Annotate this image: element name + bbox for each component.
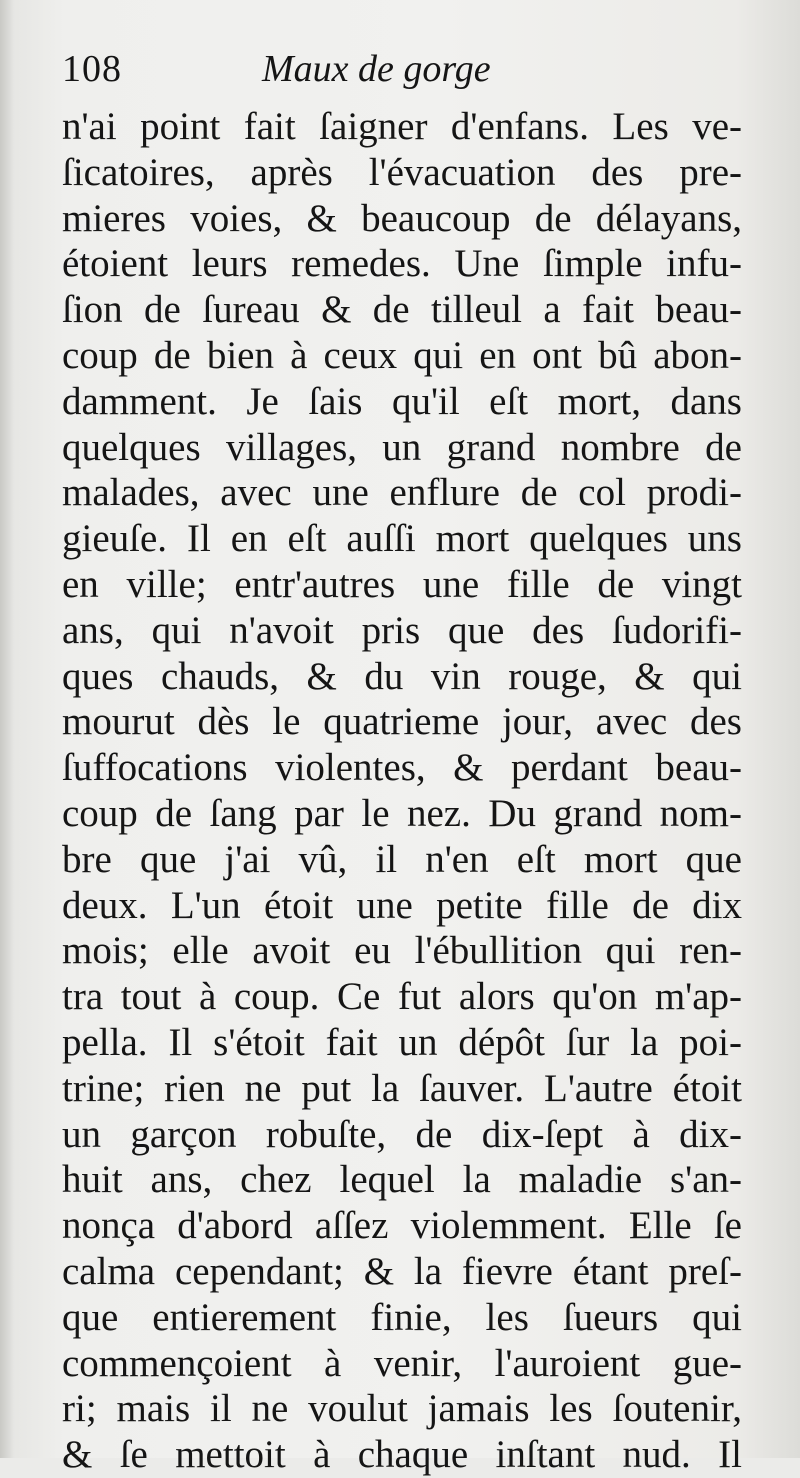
body-text — [62, 104, 742, 1478]
text-line: un garçon robuſte, de dix-ſept à dix- — [62, 1112, 742, 1156]
text-line: deux. L'un étoit une petite fille de dix — [62, 883, 742, 927]
text-line: huit ans, chez lequel la maladie s'an- — [62, 1158, 742, 1202]
text-line: mieres voies, & beaucoup de délayans, — [62, 196, 742, 240]
text-line: quelques villages, un grand nombre de — [62, 425, 742, 469]
text-line: mourut dès le quatrieme jour, avec des — [62, 700, 742, 744]
text-line: damment. Je ſais qu'il eſt mort, dans — [62, 379, 742, 423]
page-number: 108 — [62, 48, 122, 90]
text-line: ans, qui n'avoit pris que des ſudorifi- — [62, 608, 742, 652]
page-header — [62, 38, 762, 102]
text-line: ſuffocations violentes, & perdant beau- — [62, 746, 742, 790]
text-line: malades, avec une enflure de col prodi- — [62, 471, 742, 515]
text-line: coup de ſang par le nez. Du grand nom- — [62, 791, 742, 835]
text-line: ſion de ſureau & de tilleul a fait beau- — [62, 288, 742, 332]
text-line: étoient leurs remedes. Une ſimple infu- — [62, 242, 742, 286]
text-line: ri; mais il ne voulut jamais les ſoutenir, — [62, 1387, 742, 1431]
text-line: gieuſe. Il en eſt auſſi mort quelques uns — [62, 517, 742, 561]
text-line: commençoient à venir, l'auroient gue- — [62, 1341, 742, 1385]
text-line: que entierement finie, les ſueurs qui — [62, 1295, 742, 1339]
text-line: ſicatoires, après l'évacuation des pre- — [62, 150, 742, 194]
text-line: en ville; entr'autres une fille de vingt — [62, 562, 742, 606]
text-line: & ſe mettoit à chaque inſtant nud. Il — [62, 1433, 742, 1477]
running-head: Maux de gorge — [262, 48, 491, 90]
text-line: bre que j'ai vû, il n'en eſt mort que — [62, 837, 742, 881]
text-line: pella. Il s'étoit fait un dépôt ſur la poi- — [62, 1020, 742, 1064]
text-line: calma cependant; & la fievre étant preſ- — [62, 1249, 742, 1293]
text-line: ques chauds, & du vin rouge, & qui — [62, 654, 742, 698]
text-line: mois; elle avoit eu l'ébullition qui ren- — [62, 929, 742, 973]
page-edge-shadow — [0, 0, 14, 1458]
text-line: trine; rien ne put la ſauver. L'autre étoit — [62, 1066, 742, 1110]
text-line: tra tout à coup. Ce fut alors qu'on m'ap- — [62, 975, 742, 1019]
text-line: coup de bien à ceux qui en ont bû abon- — [62, 333, 742, 377]
text-line: n'ai point fait ſaigner d'enfans. Les ve- — [62, 105, 742, 148]
text-line: nonça d'abord aſſez violemment. Elle ſe — [62, 1204, 742, 1248]
